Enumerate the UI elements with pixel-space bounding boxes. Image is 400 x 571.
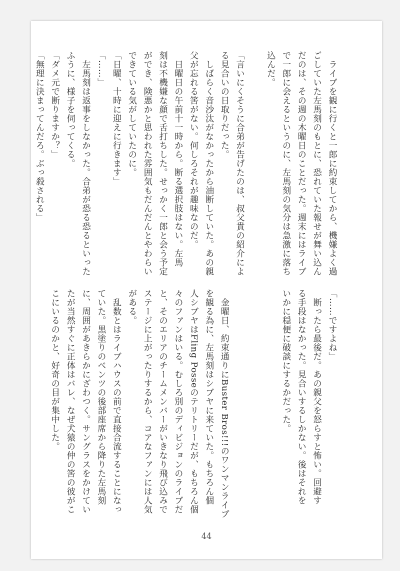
book-page [31, 21, 382, 559]
text-line: いかに穏便に破談にするかだった。 [280, 289, 291, 433]
text-line: しばらく音沙汰がなかったから油断していた。あの親 [203, 51, 214, 276]
blank-line [247, 51, 262, 275]
text-line: 刻は不機嫌な顔で舌打ちした。せっかく一郎と会う予定 [157, 51, 168, 276]
blank-line [247, 289, 262, 515]
blank-line [231, 289, 246, 515]
text-block-top [34, 51, 339, 276]
text-line: に、周囲があきらかにざわつく。サングラスをかけてい [80, 289, 91, 514]
text-line: る手段はなかった。見合いするしかない。後はそれを [296, 289, 307, 505]
text-line: 金曜日、約束通りにBuster Bros!!!のワンマンライブ [219, 289, 230, 519]
text-line: ができ、険悪かと思われた雰囲気もだんだんとやわらい [142, 51, 153, 276]
text-line: たが当然すぐに正体はバレ、なぜ犬猿の仲の筈の彼がこ [65, 289, 76, 514]
text-line: 日曜日の午前十一時から。断る選択肢はない。左馬 [172, 51, 183, 267]
text-line: 「無理に決まってんだろ。ぶっ殺される」 [34, 51, 45, 222]
text-line: こにいるのかと、好奇の目が集中した。 [49, 289, 60, 451]
text-line: ていた。黒塗りのベンツの後部座席から降りた左馬刻 [95, 289, 106, 505]
text-line: 乱数とはライブハウスの前で直接合流することになっ [111, 289, 122, 514]
text-block-bottom [39, 289, 339, 519]
text-line: 「……」 [95, 51, 106, 87]
text-line: ごしていた左馬刻のもとに、恐れていた報せが舞い込ん [311, 51, 322, 276]
text-line: る見合いの日取りだった。 [219, 51, 230, 159]
text-line: と、そのエリアのチームメンバーがいきなり飛び込みで [157, 289, 168, 514]
page-number: 44 [201, 532, 212, 541]
text-line: 「日曜、十時に迎えに行きます」 [111, 51, 122, 186]
text-line: 「言いにくそうに合弟が告げたのは、叔父貴の紹介によ [234, 51, 245, 276]
text-line: ふうに、様子を伺ってくる。 [65, 51, 76, 168]
text-line: だのは、その週の木曜日のことだった。週末にはライブ [296, 51, 307, 276]
text-line: を観る為に、左馬刻はシブヤに来ていた。もちろん個 [203, 289, 214, 505]
text-line: がある。 [126, 289, 137, 325]
text-line: 々のファンはいる。むしろ別のディビジョンのライブだ [172, 289, 183, 514]
text-line: できている気がしていたのに。 [126, 51, 137, 177]
text-line: ステージに上がったりするから、コアなファンには人気 [142, 289, 153, 514]
text-line: 「……ですよね」 [327, 289, 337, 361]
text-line: 込んだ。 [265, 51, 276, 87]
text-line: 父が忘れる筈がない。何しろそれが趣味なのだ。 [188, 51, 199, 249]
blank-line [262, 289, 277, 515]
text-line: 断ったら最後だ。あの親父を怒らすと怖い。回避す [311, 289, 322, 505]
text-line: 人シブヤはFling Posseのテリトリーだが、もちろん個 [188, 289, 199, 515]
text-line: で一郎に会えるというのに、左馬刻の気分は急激に落ち [280, 51, 291, 276]
text-line: ライブを観に行くと一郎に約束してから、機嫌よく過 [327, 51, 337, 276]
text-line: 左馬刻は返事をしなかった。合弟が恐る恐るといった [80, 51, 91, 276]
text-line: 「ダメ元で断りますか？」 [49, 51, 60, 159]
